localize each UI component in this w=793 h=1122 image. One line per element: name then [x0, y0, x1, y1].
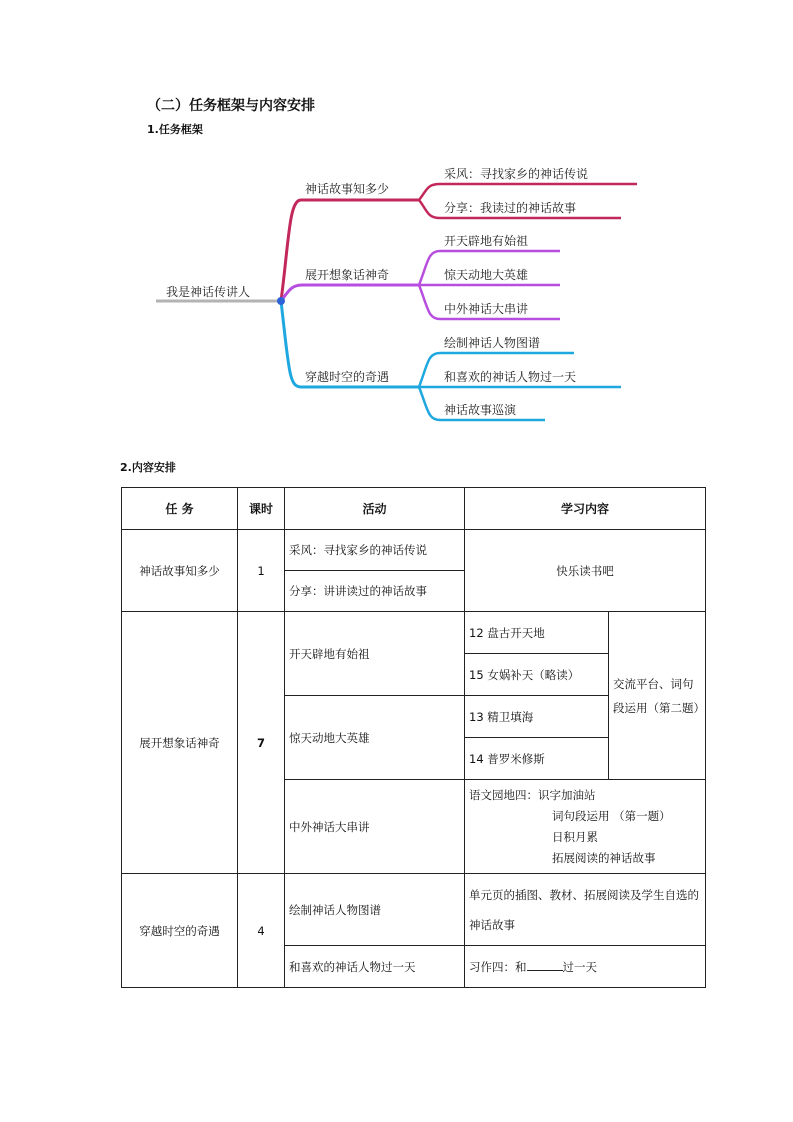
- task2-language-garden: [465, 780, 706, 874]
- garden-line-3: 日积月累: [552, 829, 598, 844]
- branch-1-child-1-line: [419, 184, 637, 200]
- mind-map: [0, 0, 793, 440]
- fill-blank: [527, 960, 563, 971]
- branch-2-curve: [281, 285, 419, 301]
- garden-line-1: 语文园地四：识字加油站: [469, 787, 596, 802]
- branch-3-child-1: 绘制神话人物图谱: [444, 336, 541, 350]
- task2-activity-3: 中外神话大串讲: [285, 780, 465, 874]
- branch-2-child-1: 开天辟地有始祖: [444, 234, 529, 248]
- task1-content: 快乐读书吧: [465, 530, 706, 612]
- branch-2-label: 展开想象话神奇: [305, 268, 390, 282]
- table-row: [122, 530, 706, 571]
- mindmap-root: 我是神话传讲人: [166, 285, 251, 299]
- header-content: 学习内容: [465, 488, 706, 530]
- task2-hours: 7: [238, 612, 285, 874]
- lesson-15: 15 女娲补天（略读）: [465, 654, 609, 696]
- content-heading: 2.内容安排: [120, 461, 176, 474]
- task3-activity-1: 绘制神话人物图谱: [285, 874, 465, 946]
- task2-activity-1: 开天辟地有始祖: [285, 612, 465, 696]
- branch-2-child-2: 惊天动地大英雄: [444, 268, 529, 282]
- task3-content-2: [465, 946, 706, 988]
- branch-1-child-1: 采风：寻找家乡的神话传说: [444, 167, 589, 181]
- table-row: [122, 874, 706, 946]
- framework-heading: 1.任务框架: [147, 123, 203, 136]
- table-row: [122, 612, 706, 654]
- header-task: 任 务: [122, 488, 238, 530]
- branch-3-child-2: 和喜欢的神话人物过一天: [444, 370, 577, 384]
- branch-1-child-2: 分享：我读过的神话故事: [444, 201, 577, 215]
- task3-content-1: 单元页的插图、教材、拓展阅读及学生自选的神话故事: [465, 874, 706, 946]
- content-table: [121, 487, 706, 988]
- task1-name: 神话故事知多少: [122, 530, 238, 612]
- lesson-13: 13 精卫填海: [465, 696, 609, 738]
- branch-3-child-3: 神话故事巡演: [444, 403, 517, 417]
- branch-1-label: 神话故事知多少: [305, 182, 390, 196]
- task2-side-note: 交流平台、词句段运用（第二题）: [609, 612, 706, 780]
- garden-line-2: 词句段运用 （第一题）: [552, 808, 671, 823]
- center-node: [277, 297, 285, 305]
- task2-name: 展开想象话神奇: [122, 612, 238, 874]
- task3-activity-2: 和喜欢的神话人物过一天: [285, 946, 465, 988]
- task2-activity-2: 惊天动地大英雄: [285, 696, 465, 780]
- branch-3-label: 穿越时空的奇遇: [305, 370, 390, 384]
- task1-hours: 1: [238, 530, 285, 612]
- garden-line-4: 拓展阅读的神话故事: [552, 850, 656, 865]
- task3-hours: 4: [238, 874, 285, 988]
- task1-activity-1: 采风：寻找家乡的神话传说: [285, 530, 465, 571]
- writing-prefix: 习作四：和: [469, 959, 527, 974]
- task3-name: 穿越时空的奇遇: [122, 874, 238, 988]
- task1-activity-2: 分享：讲讲读过的神话故事: [285, 571, 465, 612]
- lesson-12: 12 盘古开天地: [465, 612, 609, 654]
- header-activity: 活动: [285, 488, 465, 530]
- lesson-14: 14 普罗米修斯: [465, 738, 609, 780]
- header-hours: 课时: [238, 488, 285, 530]
- section-title: （二）任务框架与内容安排: [147, 98, 315, 114]
- branch-2-child-3: 中外神话大串讲: [444, 302, 529, 316]
- writing-suffix: 过一天: [562, 959, 597, 974]
- table-header-row: [122, 488, 706, 530]
